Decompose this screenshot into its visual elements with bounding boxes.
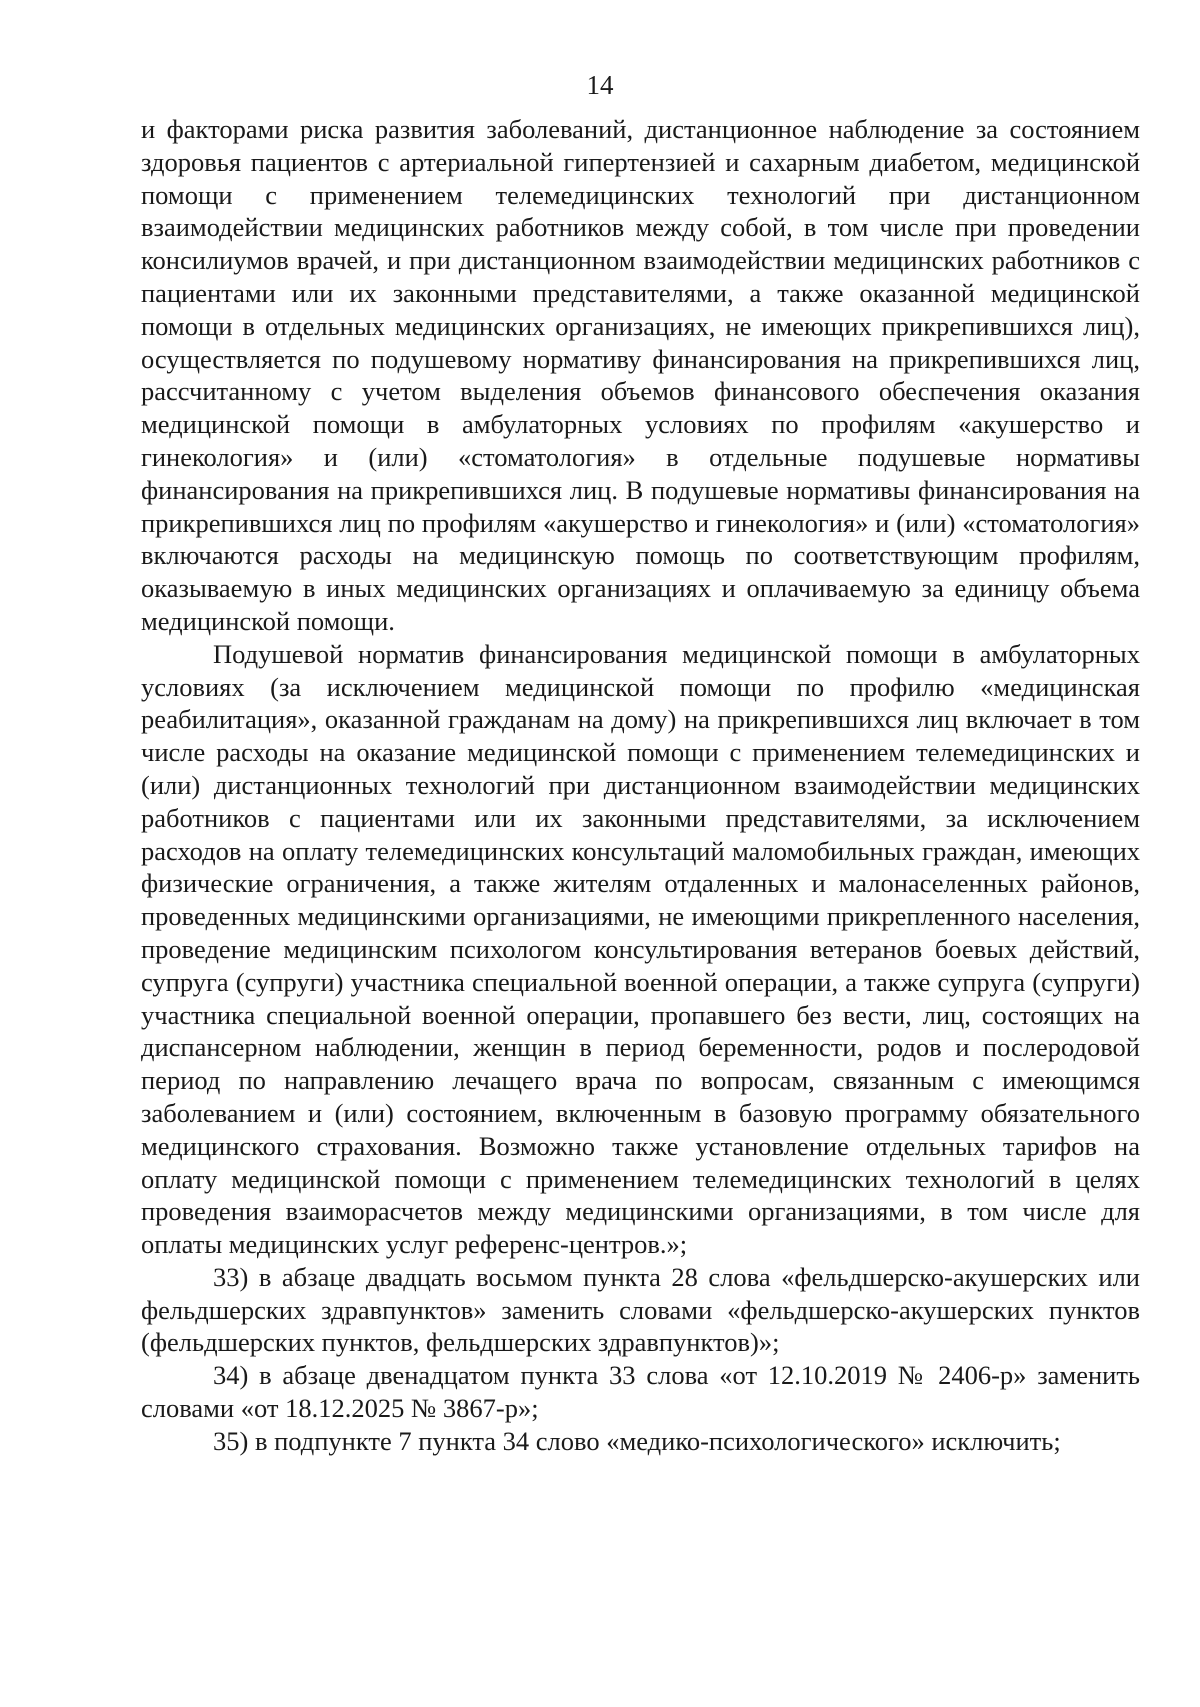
paragraph-item-35: 35) в подпункте 7 пункта 34 слово «медико-психологического» исключить;: [213, 1425, 1061, 1456]
paragraph-capitation-standard: Подушевой норматив финансирования медицинской помощи в амбулаторных условиях (за исключением медицинской помощи по профилю «медицинская реабилитация», оказанной гражданам на дому) на прикрепившихся лиц включает в том числе расходы на оказание медицинской помощи с применением телемедицинских и (или) дистанционных технологий при дистанционном взаимодействии медицинских работников с пациентами или их законными представителями, за исключением расходов на оплату телемедицинских консультаций маломобильных граждан, имеющих физические ограничения, а также жителям отдаленных и малонаселенных районов, проведенных медицинскими организациями, не имеющими прикрепленного населения, проведение медицинским психологом консультирования ветеранов боевых действий, супруга (супруги) участника специальной военной операции, а также супруга (супруги) участника специальной военной операции, пропавшего без вести, лиц, состоящих на диспансерном наблюдении, женщин в период беременности, родов и послеродовой период по направлению лечащего врача по вопросам, связанным с имеющимся заболеванием и (или) состоянием, включенным в базовую программу обязательного медицинского страхования. Возможно также установление отдельных тарифов на оплату медицинской помощи с применением телемедицинских технологий в целях проведения взаиморасчетов между медицинскими организациями, в том числе для оплаты медицинских услуг референс-центров.»;: [141, 638, 1140, 1260]
paragraph-continuation: и факторами риска развития заболеваний, дистанционное наблюдение за состоянием здоровья пациентов с артериальной гипертензией и сахарным диабетом, медицинской помощи с применением телемедицинских технологий при дистанционном взаимодействии медицинских работников между собой, в том числе при проведении консилиумов врачей, и при дистанционном взаимодействии медицинских работников с пациентами или их законными представителями, а также оказанной медицинской помощи в отдельных медицинских организациях, не имеющих прикрепившихся лиц), осуществляется по подушевому нормативу финансирования на прикрепившихся лиц, рассчитанному с учетом выделения объемов финансового обеспечения оказания медицинской помощи в амбулаторных условиях по профилям «акушерство и гинекология» и (или) «стоматология» в отдельные подушевые нормативы финансирования на прикрепившихся лиц. В подушевые нормативы финансирования на прикрепившихся лиц по профилям «акушерство и гинекология» и (или) «стоматология» включаются расходы на медицинскую помощь по соответствующим профилям, оказываемую в иных медицинских организациях и оплачиваемую за единицу объема медицинской помощи.: [141, 114, 1140, 636]
page-number: 14: [586, 70, 614, 100]
paragraph-item-34: 34) в абзаце двенадцатом пункта 33 слова «от 12.10.2019 № 2406-р» заменить словами «от 18.12.2025 № 3867-р»;: [141, 1360, 1140, 1424]
document-body: [141, 113, 1140, 1458]
paragraph-item-33: 33) в абзаце двадцать восьмом пункта 28 слова «фельдшерско-акушерских или фельдшерских здравпунктов» заменить словами «фельдшерско-акушерских пунктов (фельдшерских пунктов, фельдшерских здравпунктов)»;: [141, 1261, 1140, 1358]
